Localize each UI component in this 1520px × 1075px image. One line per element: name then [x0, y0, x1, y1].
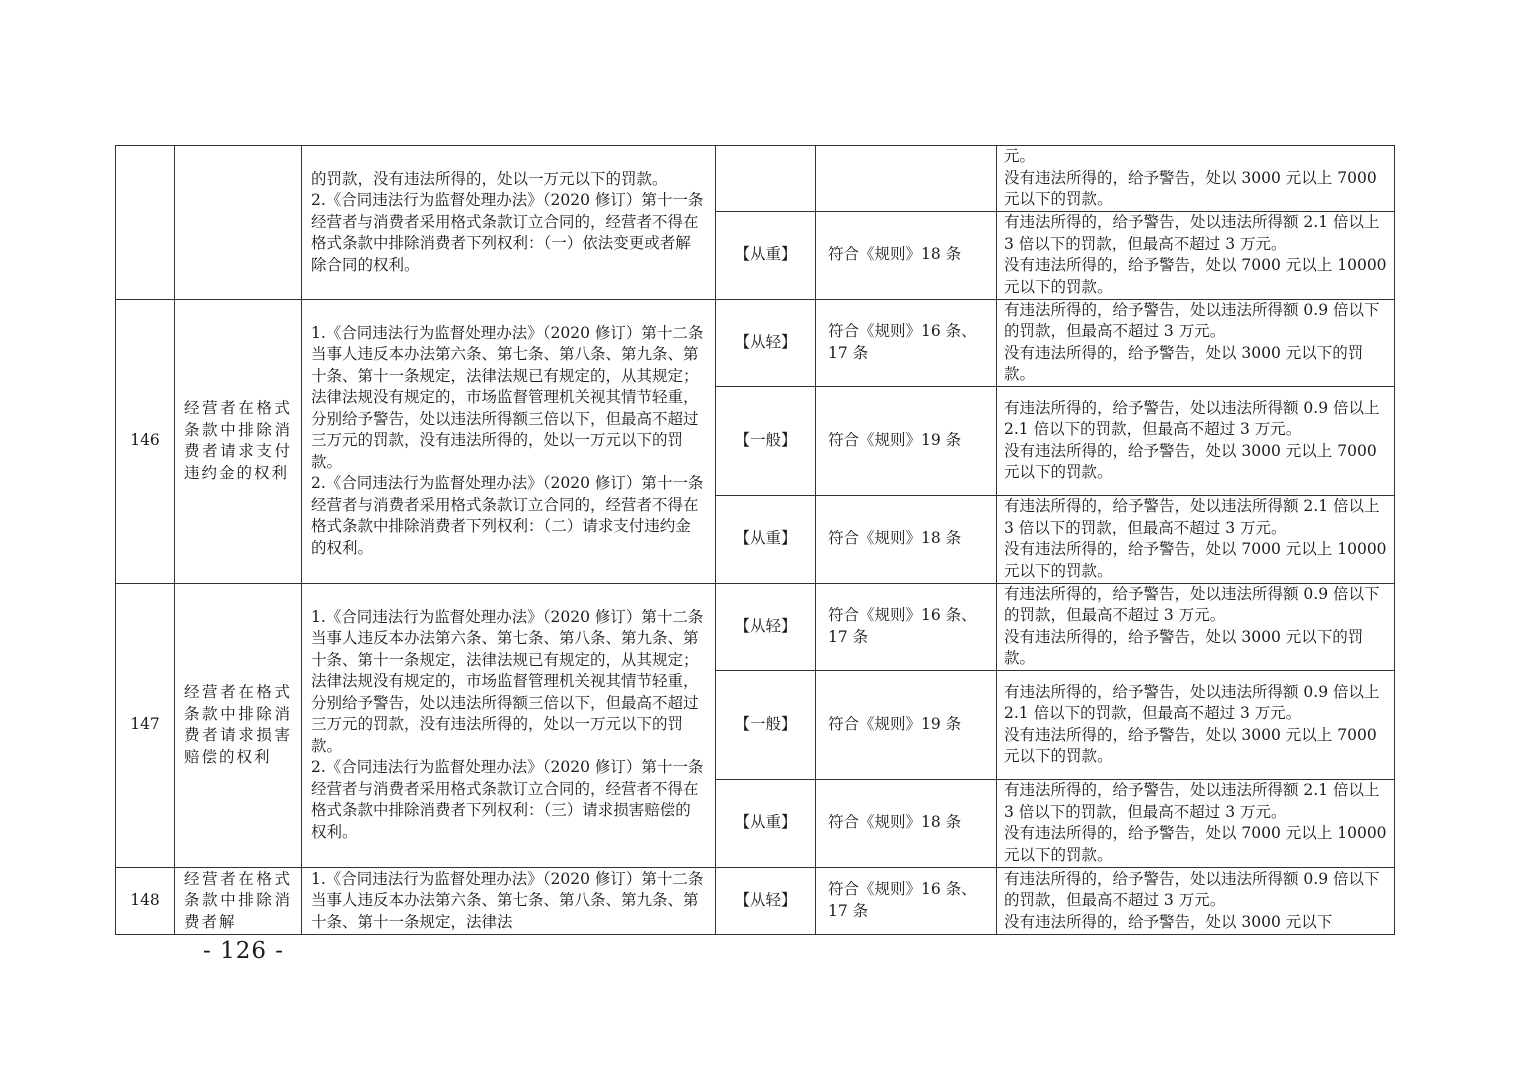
item-number-cell: 147 — [116, 583, 175, 867]
penalty-standard-cell: 有违法所得的，给予警告，处以违法所得额 2.1 倍以上 3 倍以下的罚款，但最高不超过 3 万元。 没有违法所得的，给予警告，处以 7000 元以上 10000 元以下的罚款。 — [997, 495, 1395, 583]
penalty-level-cell: 【从轻】 — [716, 867, 816, 935]
applicable-rule-cell: 符合《规则》16 条、17 条 — [816, 299, 997, 386]
table-row — [116, 867, 1395, 935]
table-row — [116, 583, 1395, 670]
applicable-rule-cell: 符合《规则》16 条、17 条 — [816, 867, 997, 935]
applicable-rule-cell: 符合《规则》19 条 — [816, 386, 997, 495]
penalty-standard-cell: 有违法所得的，给予警告，处以违法所得额 0.9 倍以下的罚款，但最高不超过 3 万元。 没有违法所得的，给予警告，处以 3000 元以下的罚款。 — [997, 299, 1395, 386]
applicable-rule-cell — [816, 146, 997, 212]
applicable-rule-cell: 符合《规则》16 条、17 条 — [816, 583, 997, 670]
penalty-level-cell: 【一般】 — [716, 670, 816, 779]
legal-basis-cell: 1.《合同违法行为监督处理办法》（2020 修订）第十二条 当事人违反本办法第六条、第七条、第八条、第九条、第十条、第十一条规定，法律法规已有规定的，从其规定；法律法规没有规定的，市场监督管理机关视其情节轻重，分别给予警告，处以违法所得额三倍以下，但最高不超过三万元的罚款，没有违法所得的，处以一万元以下的罚款。 2.《合同违法行为监督处理办法》（2020 修订）第十一条 经营者与消费者采用格式条款订立合同的，经营者不得在格式条款中排除消费者下列权利：（二）请求支付违约金的权利。 — [302, 299, 716, 583]
penalty-level-cell: 【一般】 — [716, 386, 816, 495]
table-row — [116, 146, 1395, 212]
penalty-standard-cell: 有违法所得的，给予警告，处以违法所得额 0.9 倍以下的罚款，但最高不超过 3 万元。 没有违法所得的，给予警告，处以 3000 元以下的罚款。 — [997, 583, 1395, 670]
penalty-level-cell: 【从重】 — [716, 495, 816, 583]
penalty-standard-cell: 有违法所得的，给予警告，处以违法所得额 2.1 倍以上 3 倍以下的罚款，但最高不超过 3 万元。 没有违法所得的，给予警告，处以 7000 元以上 10000 元以下的罚款。 — [997, 211, 1395, 299]
item-name-cell: 经营者在格式条款中排除消费者请求损害赔偿的权利 — [175, 583, 302, 867]
penalty-level-cell — [716, 146, 816, 212]
penalty-standard-cell: 有违法所得的，给予警告，处以违法所得额 2.1 倍以上 3 倍以下的罚款，但最高不超过 3 万元。 没有违法所得的，给予警告，处以 7000 元以上 10000 元以下的罚款。 — [997, 779, 1395, 867]
applicable-rule-cell: 符合《规则》18 条 — [816, 495, 997, 583]
penalty-level-cell: 【从轻】 — [716, 583, 816, 670]
item-name-cell: 经营者在格式条款中排除消费者解 — [175, 867, 302, 935]
table-row — [116, 299, 1395, 386]
penalty-level-cell: 【从重】 — [716, 211, 816, 299]
penalty-table — [115, 145, 1395, 935]
item-number-cell: 146 — [116, 299, 175, 583]
penalty-standard-cell: 有违法所得的，给予警告，处以违法所得额 0.9 倍以下的罚款，但最高不超过 3 万元。 没有违法所得的，给予警告，处以 3000 元以下 — [997, 867, 1395, 935]
penalty-standard-cell: 元。 没有违法所得的，给予警告，处以 3000 元以上 7000 元以下的罚款。 — [997, 146, 1395, 212]
item-number-cell: 148 — [116, 867, 175, 935]
applicable-rule-cell: 符合《规则》18 条 — [816, 779, 997, 867]
page-number: - 126 - — [203, 938, 285, 964]
legal-basis-cell: 1.《合同违法行为监督处理办法》（2020 修订）第十二条 当事人违反本办法第六条、第七条、第八条、第九条、第十条、第十一条规定，法律法规已有规定的，从其规定；法律法规没有规定的，市场监督管理机关视其情节轻重，分别给予警告，处以违法所得额三倍以下，但最高不超过三万元的罚款，没有违法所得的，处以一万元以下的罚款。 2.《合同违法行为监督处理办法》（2020 修订）第十一条 经营者与消费者采用格式条款订立合同的，经营者不得在格式条款中排除消费者下列权利：（三）请求损害赔偿的权利。 — [302, 583, 716, 867]
legal-basis-cell: 的罚款，没有违法所得的，处以一万元以下的罚款。 2.《合同违法行为监督处理办法》（2020 修订）第十一条 经营者与消费者采用格式条款订立合同的，经营者不得在格式条款中排除消费者下列权利：（一）依法变更或者解除合同的权利。 — [302, 146, 716, 300]
item-number-cell — [116, 146, 175, 300]
penalty-standard-cell: 有违法所得的，给予警告，处以违法所得额 0.9 倍以上 2.1 倍以下的罚款，但最高不超过 3 万元。 没有违法所得的，给予警告，处以 3000 元以上 7000 元以下的罚款。 — [997, 386, 1395, 495]
item-name-cell — [175, 146, 302, 300]
penalty-standard-cell: 有违法所得的，给予警告，处以违法所得额 0.9 倍以上 2.1 倍以下的罚款，但最高不超过 3 万元。 没有违法所得的，给予警告，处以 3000 元以上 7000 元以下的罚款。 — [997, 670, 1395, 779]
penalty-level-cell: 【从重】 — [716, 779, 816, 867]
item-name-cell: 经营者在格式条款中排除消费者请求支付违约金的权利 — [175, 299, 302, 583]
applicable-rule-cell: 符合《规则》18 条 — [816, 211, 997, 299]
legal-basis-cell: 1.《合同违法行为监督处理办法》（2020 修订）第十二条 当事人违反本办法第六条、第七条、第八条、第九条、第十条、第十一条规定，法律法 — [302, 867, 716, 935]
penalty-level-cell: 【从轻】 — [716, 299, 816, 386]
applicable-rule-cell: 符合《规则》19 条 — [816, 670, 997, 779]
